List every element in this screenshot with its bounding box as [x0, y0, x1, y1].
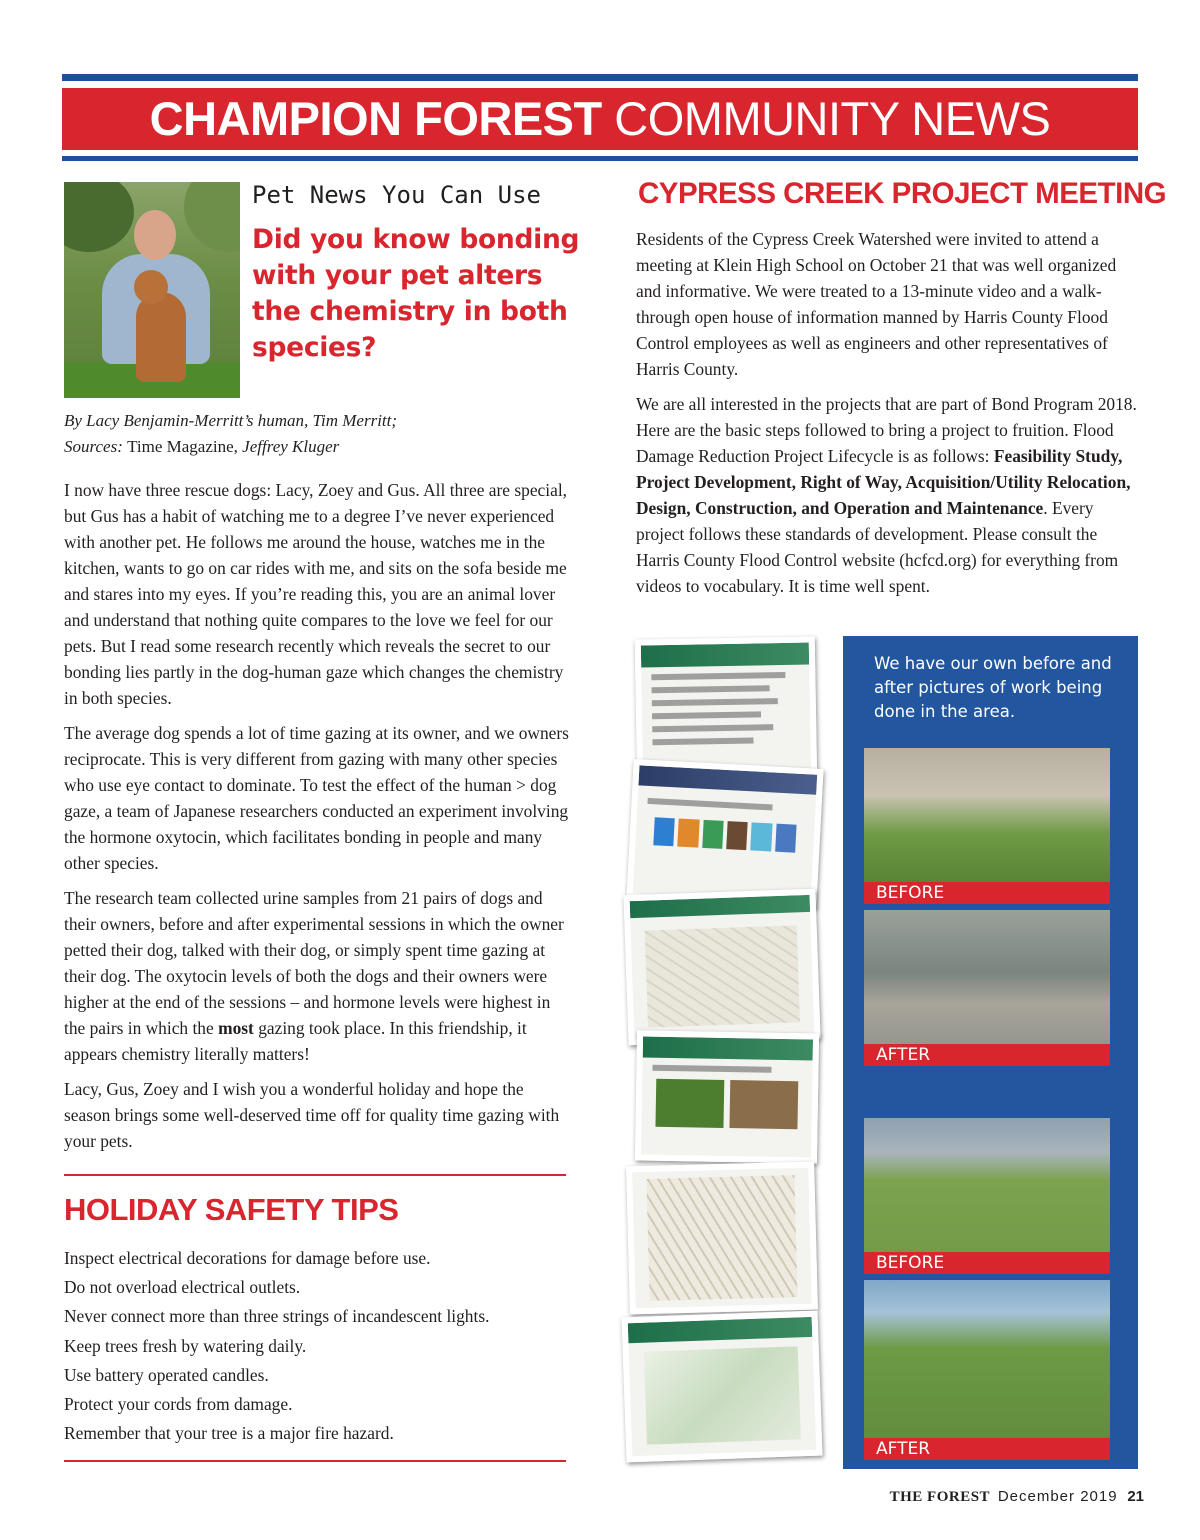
- poster-photo: [622, 1311, 823, 1463]
- before-photo-1: [864, 748, 1110, 904]
- page-footer: [890, 1488, 1144, 1506]
- after-photo-1: [864, 910, 1110, 1066]
- cypress-paragraph-2-start: We are all interested in the projects that are part of Bond Program 2018. Here are the basic steps followed to bring a project to fruition. Flood Damage Reduction Project Lifecycle is as follows:: [636, 394, 1137, 466]
- photo-label: AFTER: [864, 1044, 1110, 1066]
- cypress-paragraph-2: [636, 391, 1138, 599]
- list-item: Never connect more than three strings of incandescent lights.: [64, 1306, 490, 1327]
- cypress-lifecycle-steps: Feasibility Study, Project Development, Right of Way, Acquisition/Utility Relocation, Design, Construction, and Operation and Maintenance: [636, 446, 1131, 518]
- meeting-poster-collage: [622, 634, 824, 1464]
- masthead-bottom-rule: [62, 156, 1138, 161]
- cypress-title: CYPRESS CREEK PROJECT MEETING: [638, 177, 1167, 210]
- pet-paragraph-2: The average dog spends a lot of time gazing at its owner, and we owners reciprocate. This is very different from gazing with many other species who use eye contact to dominate. To test the effect of the human > dog gaze, a team of Japanese researchers conducted an experiment involving the hormone oxytocin, which facilitates bonding in people and many other species.: [64, 723, 569, 873]
- author-photo: [64, 182, 240, 398]
- byline-sources-label: Sources:: [64, 437, 123, 456]
- pet-article-body: [64, 477, 572, 1163]
- pet-article-kicker: Pet News You Can Use: [252, 181, 541, 209]
- before-photo-2: [864, 1118, 1110, 1274]
- pet-paragraph-1: I now have three rescue dogs: Lacy, Zoey and Gus. All three are special, but Gus has a habit of watching me to a degree I’ve never experienced with another pet. He follows me around the house, watches me in the kitchen, wants to go on car rides with me, and sits on the sofa beside me and stares into my eyes. If you’re reading this, you are an animal lover and understand that nothing quite compares to the love we feel for our pets. But I read some research recently which reveals the secret to our bonding lies partly in the dog-human gaze which changes the chemistry in both species.: [64, 480, 568, 708]
- holiday-tips-list: [64, 1244, 572, 1448]
- page-number: 21: [1127, 1488, 1144, 1505]
- pet-article-headline: Did you know bonding with your pet alters the chemistry in both species?: [252, 224, 580, 363]
- holiday-tips-title: HOLIDAY SAFETY TIPS: [64, 1192, 399, 1227]
- pet-paragraph-3-start: The research team collected urine samples from 21 pairs of dogs and their owners, before and after experimental sessions in which the owner petted their dog, talked with their dog, or simply spent time gazing at their dog. The oxytocin levels of both the dogs and their owners were higher at the end of the sessions – and hormone levels were highest in the pairs in which the: [64, 888, 564, 1038]
- photo-label: BEFORE: [864, 882, 1110, 904]
- poster-photo: [626, 759, 823, 909]
- divider-top: [64, 1174, 566, 1176]
- photo-label: AFTER: [864, 1438, 1110, 1460]
- masthead-title-light: COMMUNITY NEWS: [614, 92, 1051, 145]
- after-photo-2: [864, 1280, 1110, 1460]
- footer-date: December 2019: [997, 1488, 1118, 1505]
- poster-photo: [635, 1030, 819, 1163]
- cypress-paragraph-2-end: . Every project follows these standards of development. Please consult the Harris County Flood Control website (hcfcd.org) for everything from videos to vocabulary. It is time well spent.: [636, 498, 1119, 596]
- byline-sources: [64, 434, 574, 460]
- footer-magazine: THE FOREST: [889, 1489, 991, 1505]
- divider-bottom: [64, 1460, 566, 1462]
- pet-paragraph-3-emphasis: most: [218, 1018, 254, 1038]
- panel-caption: We have our own before and after pictures of work being done in the area.: [874, 654, 1112, 721]
- masthead-title: [62, 88, 1138, 150]
- cypress-body: [636, 226, 1138, 608]
- list-item: Use battery operated candles.: [64, 1364, 269, 1385]
- byline-source-2: Jeffrey Kluger: [242, 437, 340, 456]
- masthead-title-bold: CHAMPION FOREST: [149, 92, 602, 145]
- cypress-paragraph-1: Residents of the Cypress Creek Watershed were invited to attend a meeting at Klein High School on October 21 that was well organized and informative. We were treated to a 13-minute video and a walk-through open house of information manned by Harris County Flood Control employees as well as engineers and other representatives of Harris County.: [636, 229, 1117, 379]
- pet-article-byline: [64, 408, 574, 460]
- pet-paragraph-3-end: gazing took place. In this friendship, it appears chemistry literally matters!: [64, 1018, 527, 1064]
- list-item: Protect your cords from damage.: [64, 1394, 293, 1415]
- masthead-top-rule: [62, 74, 1138, 81]
- list-item: Inspect electrical decorations for damage before use.: [64, 1248, 431, 1268]
- poster-photo: [623, 889, 820, 1046]
- list-item: Keep trees fresh by watering daily.: [64, 1335, 307, 1356]
- list-item: Do not overload electrical outlets.: [64, 1277, 301, 1298]
- pet-paragraph-closing: Lacy, Gus, Zoey and I wish you a wonderful holiday and hope the season brings some well-deserved time off for quality time gazing with your pets.: [64, 1079, 560, 1151]
- list-item: Remember that your tree is a major fire hazard.: [64, 1423, 394, 1444]
- poster-photo: [626, 1162, 818, 1315]
- pet-paragraph-3: [64, 885, 572, 1067]
- byline-source-1: Time Magazine,: [127, 437, 238, 456]
- byline-author: By Lacy Benjamin-Merritt’s human, Tim Merritt;: [64, 411, 398, 430]
- photo-label: BEFORE: [864, 1252, 1110, 1274]
